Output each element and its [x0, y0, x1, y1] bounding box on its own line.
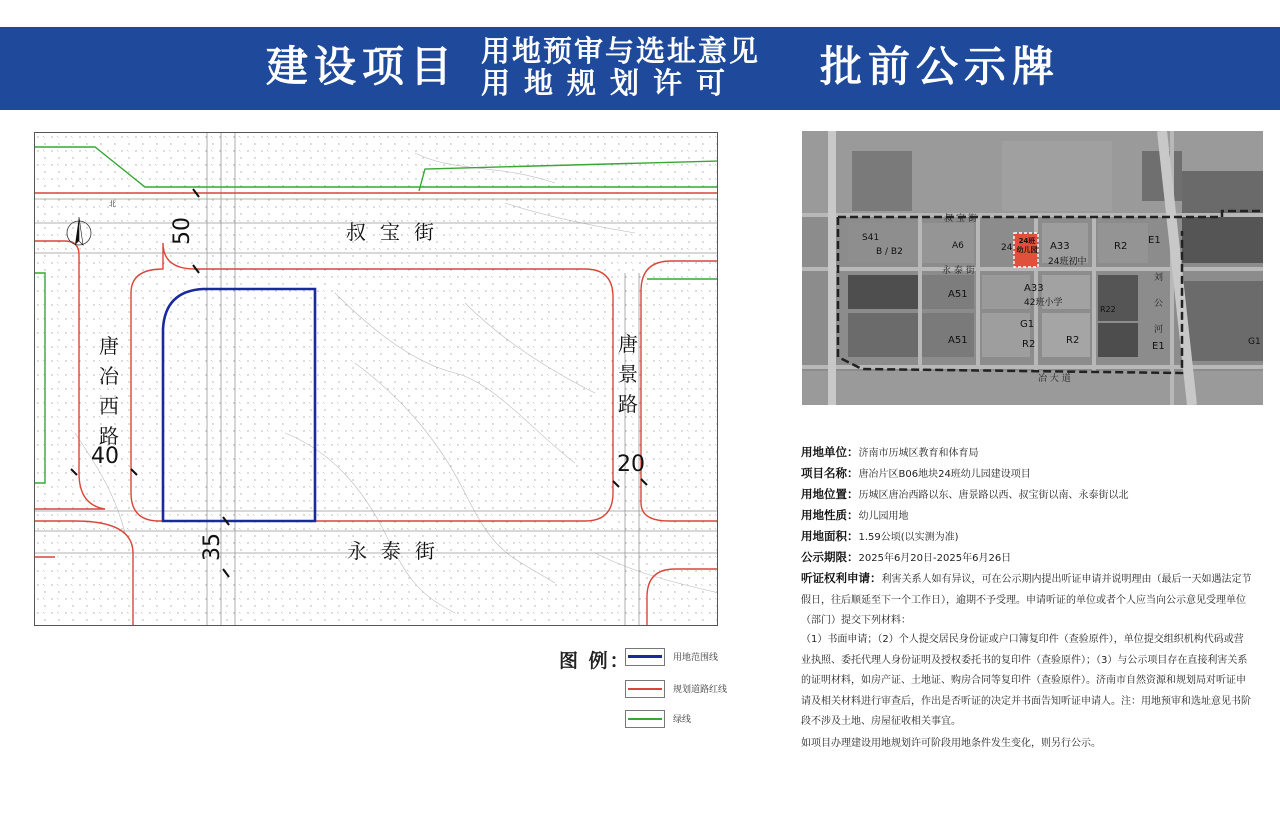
header-title-right: 批前公示牌	[820, 42, 1061, 91]
legend-item-green-line	[625, 710, 785, 730]
legend-title: 图 例：	[559, 650, 631, 672]
aerial-label-primary-school: 42班小学	[1024, 298, 1063, 308]
info-value: 2025年6月20日-2025年6月26日	[858, 553, 1012, 564]
info-key: 用地性质：	[801, 508, 859, 522]
aerial-label-shubao: 叔 宝 街	[944, 214, 977, 224]
info-row-period	[801, 549, 1011, 567]
info-key: 项目名称：	[801, 466, 859, 480]
legend-swatch	[625, 648, 665, 666]
aerial-label-south-road: 冶 大 道	[1038, 374, 1071, 384]
street-label-tangjing: 唐景路	[618, 332, 638, 416]
info-key: 用地面积：	[801, 529, 859, 543]
aerial-label-b-b2: B / B2	[876, 247, 903, 257]
info-key: 听证权利申请：	[801, 571, 882, 585]
aerial-label-e1-bottom: E1	[1152, 341, 1165, 352]
info-key: 用地单位：	[801, 445, 859, 459]
info-value: 1.59公顷(以实测为准)	[858, 532, 959, 543]
street-label-yongtai: 永泰街	[347, 539, 449, 563]
info-hearing-paragraph	[801, 568, 1253, 632]
info-row-nature	[801, 507, 909, 525]
aerial-label-yongtai: 永 泰 街	[942, 266, 975, 276]
aerial-kindergarten-line2: 幼儿园	[1016, 246, 1038, 254]
header-title-mid-line2: 用地规划许可	[481, 66, 740, 100]
aerial-label-a33-top: A33	[1050, 241, 1070, 252]
aerial-kindergarten-line1: 24班	[1018, 237, 1036, 245]
legend-label: 绿线	[673, 715, 692, 725]
info-value: 济南市历城区教育和体育局	[858, 448, 979, 459]
dim-east-road-width: 20	[617, 452, 645, 477]
legend-swatch	[625, 710, 665, 728]
legend-item-site-boundary	[625, 648, 785, 668]
info-row-unit	[801, 444, 979, 462]
street-label-shubao: 叔宝街	[346, 220, 448, 244]
legend-label: 规划道路红线	[673, 685, 728, 695]
info-value: 历城区唐冶西路以东、唐景路以西、叔宝街以南、永泰街以北	[858, 490, 1129, 501]
street-label-tangyexi: 唐冶西路	[99, 334, 119, 448]
aerial-label-a33-mid: A33	[1024, 283, 1044, 294]
aerial-label-a51-bottom: A51	[948, 335, 968, 346]
info-row-location	[801, 486, 1129, 504]
aerial-label-e1-top: E1	[1148, 235, 1161, 246]
aerial-label-a51-top: A51	[948, 289, 968, 300]
aerial-label-g1-right: G1	[1248, 337, 1261, 347]
info-materials-paragraph: （1）书面申请；（2）个人提交居民身份证或户口簿复印件（查验原件），单位提交组织机构代码或营业执照、委托代理人身份证明及授权委托书的复印件（查验原件）；（3）与公示项目存在直接利害关系的证明材料，如房产证、土地证、购房合同等复印件（查验原件）。济南市自然资源和规划局对听证申请及相关材料进行审查后，作出是否听证的决定并书面告知听证申请人。注：用地预审和选址意见书阶段不涉及土地、房屋征收相关事宜。	[801, 634, 1251, 728]
legend-item-road-redline	[625, 680, 785, 700]
aerial-label-r2-bottom: R2	[1066, 335, 1080, 346]
info-value: 利害关系人如有异议，可在公示期内提出听证申请并说明理由（最后一天如遇法定节假日，往后顺延至下一个工作日），逾期不予受理。申请听证的单位或者个人应当向公示意见受理单位（部门）提交下列材料：	[801, 574, 1252, 627]
aerial-label-r2-top: R2	[1114, 241, 1128, 252]
dim-west-road-width: 40	[91, 444, 119, 469]
info-change-note: 如项目办理建设用地规划许可阶段用地条件发生变化，则另行公示。	[801, 738, 1101, 749]
aerial-label-24: 24	[1001, 243, 1013, 253]
aerial-label-g1-mid: G1	[1020, 319, 1035, 330]
legend-label: 用地范围线	[673, 653, 719, 663]
aerial-label-s41: S41	[862, 233, 880, 243]
aerial-location-map	[802, 131, 1263, 405]
aerial-label-east-road: 刘 公 河	[1154, 273, 1164, 335]
aerial-label-r2-mid: R2	[1022, 339, 1036, 350]
site-plan-map	[34, 132, 718, 626]
info-value: 唐冶片区B06地块24班幼儿园建设项目	[858, 469, 1031, 480]
aerial-label-r22: R22	[1100, 305, 1116, 314]
header-title-mid-line1: 用地预审与选址意见	[481, 34, 761, 68]
info-value: 幼儿园用地	[858, 511, 909, 522]
legend-swatch	[625, 680, 665, 698]
info-key: 公示期限：	[801, 550, 859, 564]
header-banner	[0, 27, 1280, 110]
header-title-left: 建设项目	[266, 42, 459, 91]
dim-south-road-width: 35	[200, 533, 225, 561]
info-row-project	[801, 465, 1031, 483]
aerial-label-middle-school: 24班初中	[1048, 257, 1087, 267]
north-label: 北	[109, 200, 116, 208]
aerial-drawing	[802, 131, 1263, 405]
info-key: 用地位置：	[801, 487, 859, 501]
info-row-area	[801, 528, 959, 546]
aerial-label-kindergarten	[1016, 237, 1038, 255]
dim-north-road-width: 50	[170, 217, 195, 245]
aerial-label-a6: A6	[952, 241, 964, 251]
